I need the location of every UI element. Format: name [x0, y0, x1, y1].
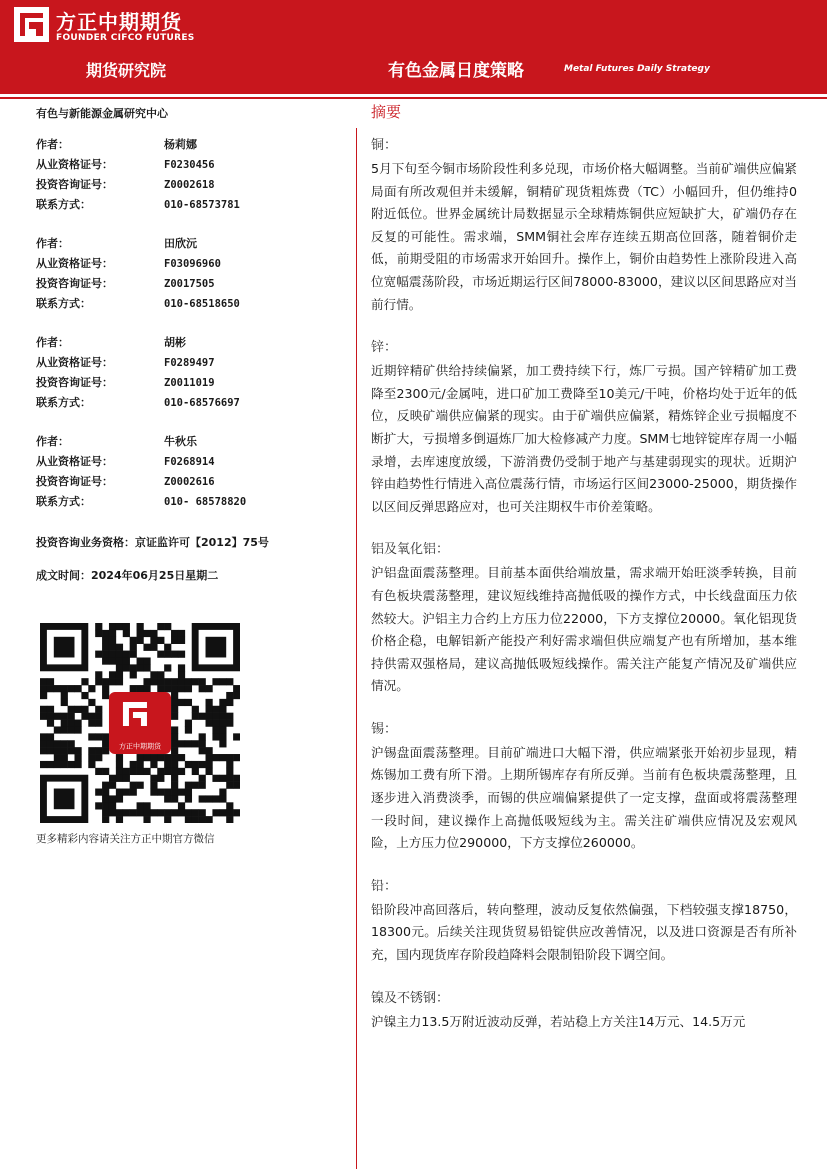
- section-body: 沪铝盘面震荡整理。目前基本面供给端放量，需求端开始旺淡季转换，目前有色板块震荡整理，建议短线维持高抛低吸的操作方式，中长线盘面压力依然较大。沪铝主力合约上方压力位22000，下方支撑位20000。氧化铝现货价格企稳，电解铝新产能投产利好需求端但供应端复产也有所增加，基本维持供需双强格局，建议高抛低吸短线操作。需关注产能复产情况及矿端供应情况。: [371, 565, 797, 694]
- contact-phone: 010-68576697: [164, 397, 240, 409]
- department-name: 期货研究院: [86, 61, 167, 80]
- author-name: 牛秋乐: [164, 435, 197, 448]
- summary-panel: [371, 100, 797, 1033]
- author-label: 作者：: [36, 336, 69, 349]
- author-label: 作者：: [36, 138, 69, 151]
- consulting-number: Z0002616: [164, 476, 215, 488]
- qualification-number: F0230456: [164, 159, 215, 171]
- company-name-cn: 方正中期期货: [56, 10, 182, 34]
- contact-phone: 010-68518650: [164, 298, 240, 310]
- contact-label: 联系方式：: [36, 198, 91, 211]
- section-body: 近期锌精矿供给持续偏紧，加工费持续下行，炼厂亏损。国产锌精矿加工费降至2300元/金属吨，进口矿加工费降至10美元/干吨，价格均处于近年的低位，反映矿端供应偏紧的现实。由于矿端供应偏紧，精炼锌企业亏损幅度不断扩大，亏损增多倒逼炼厂加大检修减产力度。SMM七地锌锭库存周一小幅录增，去库速度放缓，下游消费仍受制于地产与基建弱现实的现状。近期沪锌由趋势性行情进入高位震荡行情，市场运行区间23000-25000，期货操作以区间反弹思路应对，也可关注期权牛市价差策略。: [371, 363, 797, 514]
- author-name: 胡彬: [164, 336, 186, 349]
- summary-section-lead: [371, 875, 797, 967]
- summary-section-zinc: [371, 336, 797, 518]
- report-title: 有色金属日度策略: [388, 61, 524, 81]
- consulting-number: Z0011019: [164, 377, 215, 389]
- section-title: 镍及不锈钢：: [371, 990, 450, 1006]
- author-card: [36, 135, 336, 215]
- section-body: 沪镍主力13.5万附近波动反弹，若站稳上方关注14万元、14.5万元: [371, 1013, 746, 1029]
- contact-label: 联系方式：: [36, 297, 91, 310]
- author-name: 杨莉娜: [164, 138, 197, 151]
- section-title: 铜：: [371, 138, 398, 153]
- author-card: [36, 432, 336, 512]
- company-name-en: FOUNDER CIFCO FUTURES: [56, 33, 195, 43]
- company-logo-icon: [14, 7, 49, 42]
- consulting-label: 投资咨询证号：: [36, 277, 113, 290]
- consulting-number: Z0017505: [164, 278, 215, 290]
- summary-section-nickel: [371, 987, 797, 1034]
- qualification-number: F0289497: [164, 357, 215, 369]
- summary-section-aluminum: [371, 538, 797, 698]
- section-title: 锌：: [371, 340, 398, 356]
- header-divider: [0, 97, 827, 99]
- qualification-label: 从业资格证号：: [36, 455, 113, 468]
- section-title: 铅：: [371, 878, 398, 894]
- section-body: 沪锡盘面震荡整理。目前矿端进口大幅下滑，供应端紧张开始初步显现，精炼锡加工费有所下滑。上期所锡库存有所反弹。当前有色板块震荡整理，且逐步进入消费淡季，而锡的供应端偏紧提供了一定支撑，盘面或将震荡整理一段时间，建议操作上高抛低吸短线为主。需关注矿端供应情况及宏观风险，上方压力位290000，下方支撑位260000。: [371, 744, 797, 851]
- contact-label: 联系方式：: [36, 396, 91, 409]
- license-info: 投资咨询业务资格：京证监许可【2012】75号: [36, 536, 269, 549]
- qr-caption: 更多精彩内容请关注方正中期官方微信: [36, 833, 215, 845]
- section-title: 锡：: [371, 721, 398, 737]
- qualification-label: 从业资格证号：: [36, 158, 113, 171]
- research-center-name: 有色与新能源金属研究中心: [36, 107, 168, 120]
- qualification-label: 从业资格证号：: [36, 356, 113, 369]
- qualification-label: 从业资格证号：: [36, 257, 113, 270]
- consulting-label: 投资咨询证号：: [36, 475, 113, 488]
- author-card: [36, 333, 336, 413]
- author-label: 作者：: [36, 435, 69, 448]
- column-divider: [356, 128, 357, 1169]
- qr-logo-text: 方正中期期货: [119, 742, 161, 751]
- author-name: 田欣沅: [164, 237, 197, 250]
- summary-section-tin: [371, 718, 797, 855]
- author-label: 作者：: [36, 237, 69, 250]
- section-body: 铅阶段冲高回落后，转向整理，波动反复依然偏强，下档较强支撑18750，18300元。后续关注现货贸易铅锭供应改善情况，以及进口资源是否有所补充，国内现货库存阶段趋降料会限制铅阶段下调空间。: [371, 901, 797, 963]
- contact-phone: 010- 68578820: [164, 496, 247, 508]
- author-sidebar: [36, 104, 336, 845]
- summary-section-copper: [371, 134, 797, 316]
- consulting-number: Z0002618: [164, 179, 215, 191]
- author-card: [36, 234, 336, 314]
- wechat-qr-code-icon: [40, 623, 240, 823]
- page-header: [0, 0, 827, 94]
- consulting-label: 投资咨询证号：: [36, 178, 113, 191]
- report-subtitle: Metal Futures Daily Strategy: [564, 64, 710, 74]
- section-body: 5月下旬至今铜市场阶段性利多兑现，市场价格大幅调整。当前矿端供应偏紧局面有所改观但并未缓解，铜精矿现货粗炼费（TC）小幅回升，但仍维持0附近低位。世界金属统计局数据显示全球精炼铜供应短缺扩大，矿端仍存在反复的可能性。需求端，SMM铜社会库存连续五期高位回落，随着铜价走低，前期受阻的市场需求开始回升。操作上，铜价由趋势性上涨阶段进入高位宽幅震荡阶段，市场近期运行区间78000-83000，建议以区间思路应对当前行情。: [371, 161, 797, 312]
- contact-phone: 010-68573781: [164, 199, 240, 211]
- qualification-number: F03096960: [164, 258, 221, 270]
- summary-title: 摘要: [371, 103, 402, 121]
- contact-label: 联系方式：: [36, 495, 91, 508]
- qualification-number: F0268914: [164, 456, 215, 468]
- publish-date: 成文时间：2024年06月25日星期二: [36, 569, 219, 582]
- consulting-label: 投资咨询证号：: [36, 376, 113, 389]
- section-title: 铝及氧化铝：: [371, 542, 450, 558]
